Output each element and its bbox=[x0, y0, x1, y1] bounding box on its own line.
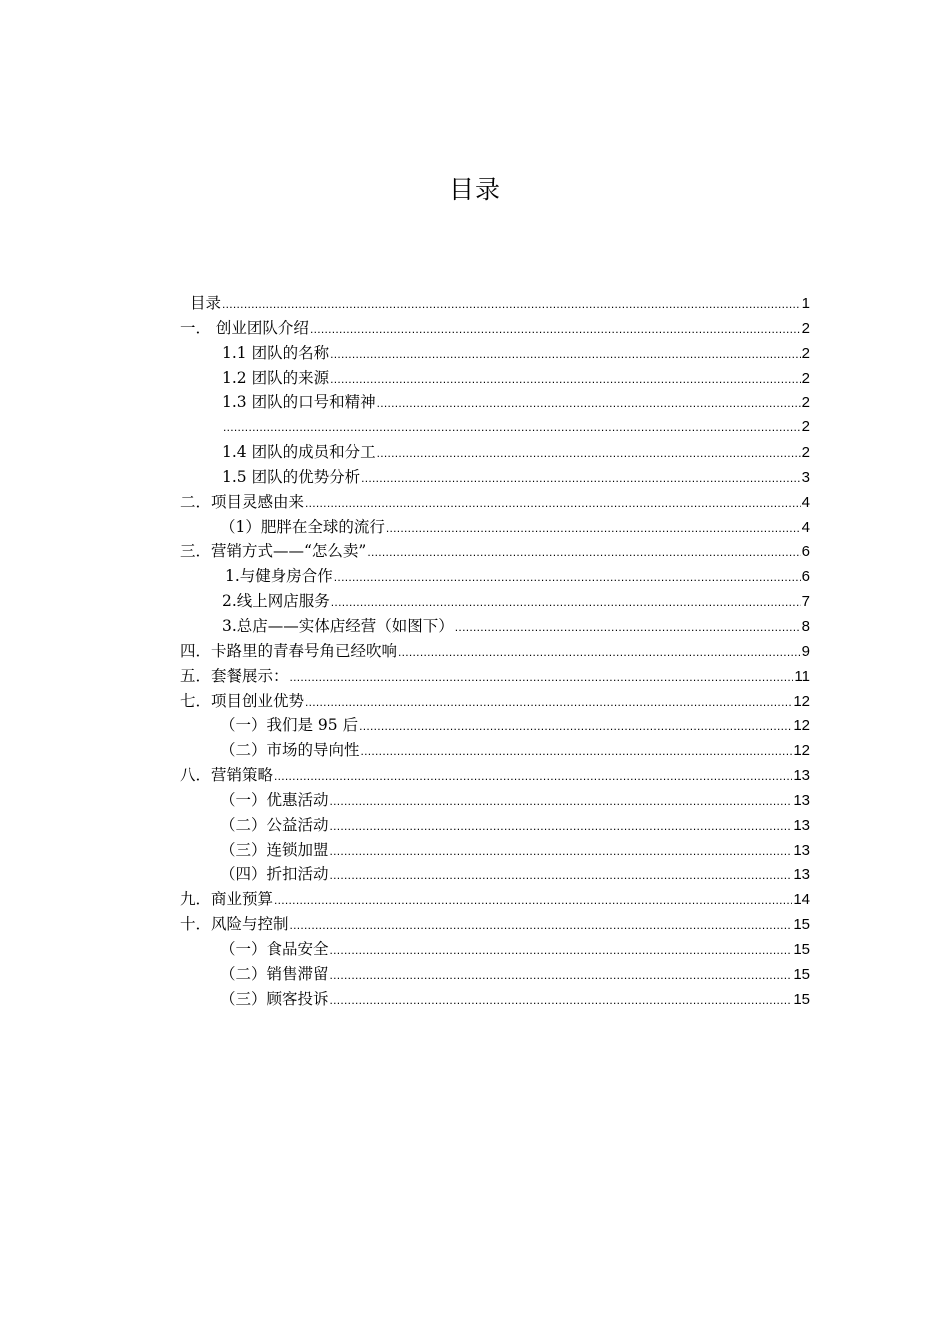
toc-entry[interactable] bbox=[180, 614, 810, 639]
toc-leader-dots bbox=[290, 913, 793, 938]
toc-page-number: 6 bbox=[801, 543, 810, 561]
toc-entry-label: 1.5 团队的优势分析 bbox=[222, 467, 361, 486]
toc-entry[interactable] bbox=[180, 937, 810, 962]
toc-page-number: 2 bbox=[801, 444, 810, 462]
toc-entry-label: 一． 创业团队介绍 bbox=[180, 318, 309, 337]
toc-entry-label: 1.4 团队的成员和分工 bbox=[222, 443, 376, 462]
toc-leader-dots bbox=[377, 391, 801, 416]
toc-page-number: 12 bbox=[793, 717, 810, 735]
toc-entry[interactable] bbox=[180, 689, 810, 714]
toc-page-number: 6 bbox=[801, 568, 810, 586]
toc-entry[interactable] bbox=[180, 962, 810, 987]
toc-entry[interactable] bbox=[180, 912, 810, 937]
toc-entry-label: （1）肥胖在全球的流行 bbox=[220, 517, 385, 536]
page-title: 目录 bbox=[448, 175, 501, 204]
toc-leader-dots bbox=[274, 888, 792, 913]
toc-entry-label: 目录 bbox=[190, 294, 222, 312]
toc-entry-label: 三．营销方式——“怎么卖” bbox=[180, 542, 367, 561]
toc-leader-dots bbox=[330, 367, 801, 392]
toc-entry-label: 八．营销策略 bbox=[180, 766, 274, 785]
toc-leader-dots bbox=[330, 814, 793, 839]
toc-page-number: 11 bbox=[794, 667, 810, 685]
toc-entry-label: （二）公益活动 bbox=[220, 815, 329, 834]
toc-entry-label: （二）销售滞留 bbox=[220, 964, 329, 983]
toc-entry[interactable] bbox=[180, 564, 810, 589]
table-of-contents bbox=[180, 291, 810, 1011]
toc-leader-dots bbox=[274, 764, 792, 789]
toc-entry-label: 二．项目灵感由来 bbox=[180, 492, 305, 511]
toc-entry-label: 1.与健身房合作 bbox=[225, 567, 333, 586]
toc-page-number: 2 bbox=[801, 394, 810, 412]
toc-leader-dots bbox=[377, 441, 801, 466]
toc-page-number: 13 bbox=[793, 816, 810, 834]
toc-page-number: 15 bbox=[793, 940, 810, 958]
toc-leader-dots bbox=[361, 466, 801, 491]
toc-leader-dots bbox=[331, 590, 801, 615]
toc-page-number: 4 bbox=[801, 493, 810, 511]
toc-page-number: 12 bbox=[793, 742, 810, 760]
toc-page-number: 3 bbox=[801, 468, 810, 486]
toc-leader-dots bbox=[330, 988, 793, 1013]
toc-entry[interactable] bbox=[180, 887, 810, 912]
toc-page-number: 15 bbox=[793, 916, 810, 934]
toc-leader-dots bbox=[330, 938, 793, 963]
toc-entry[interactable] bbox=[180, 390, 810, 415]
toc-entry[interactable] bbox=[180, 440, 810, 465]
toc-entry[interactable] bbox=[180, 763, 810, 788]
toc-page-number: 15 bbox=[793, 965, 810, 983]
toc-entry[interactable] bbox=[180, 838, 810, 863]
toc-page-number: 2 bbox=[801, 418, 810, 436]
toc-page-number: 2 bbox=[801, 319, 810, 337]
toc-page-number: 13 bbox=[793, 866, 810, 884]
toc-entry-label: 七．项目创业优势 bbox=[180, 691, 305, 710]
toc-entry[interactable] bbox=[180, 589, 810, 614]
toc-page-number: 4 bbox=[801, 518, 810, 536]
toc-entry[interactable] bbox=[180, 539, 810, 564]
toc-entry-label: 五．套餐展示： bbox=[180, 666, 289, 685]
toc-entry-label: 四．卡路里的青春号角已经吹响 bbox=[180, 641, 398, 660]
toc-page-number: 2 bbox=[801, 344, 810, 362]
toc-leader-dots bbox=[330, 963, 793, 988]
toc-leader-dots bbox=[398, 640, 801, 665]
toc-page-number: 14 bbox=[793, 891, 810, 909]
toc-leader-dots bbox=[359, 714, 792, 739]
toc-leader-dots bbox=[222, 292, 801, 317]
toc-entry[interactable] bbox=[180, 415, 810, 440]
toc-entry[interactable] bbox=[180, 490, 810, 515]
toc-entry[interactable] bbox=[180, 713, 810, 738]
toc-leader-dots bbox=[290, 665, 794, 690]
toc-page-number: 15 bbox=[793, 990, 810, 1008]
toc-leader-dots bbox=[455, 615, 801, 640]
toc-leader-dots bbox=[305, 690, 792, 715]
toc-page-number: 1 bbox=[801, 295, 810, 312]
toc-entry-label: （一）食品安全 bbox=[220, 939, 329, 958]
toc-entry-label: 十．风险与控制 bbox=[180, 915, 289, 934]
toc-page-number: 7 bbox=[801, 593, 810, 611]
toc-page-number: 9 bbox=[801, 642, 810, 660]
toc-page-number: 2 bbox=[801, 369, 810, 387]
toc-entry-label: （三）顾客投诉 bbox=[220, 989, 329, 1008]
toc-leader-dots bbox=[310, 317, 801, 342]
toc-entry[interactable] bbox=[180, 738, 810, 763]
toc-leader-dots bbox=[330, 863, 793, 888]
toc-page-number: 13 bbox=[793, 841, 810, 859]
toc-page-number: 13 bbox=[793, 767, 810, 785]
toc-entry[interactable] bbox=[180, 515, 810, 540]
toc-leader-dots bbox=[361, 739, 793, 764]
toc-entry[interactable] bbox=[180, 862, 810, 887]
toc-entry-label: 1.2 团队的来源 bbox=[222, 368, 330, 387]
toc-entry-label: 3.总店——实体店经营（如图下） bbox=[222, 616, 454, 635]
toc-entry-label: 1.3 团队的口号和精神 bbox=[222, 393, 376, 412]
toc-entry[interactable] bbox=[180, 366, 810, 391]
toc-entry-label: （一）我们是 95 后 bbox=[220, 716, 359, 735]
toc-leader-dots bbox=[223, 415, 801, 440]
toc-entry[interactable] bbox=[180, 639, 810, 664]
toc-entry[interactable] bbox=[180, 813, 810, 838]
toc-entry-label: 1.1 团队的名称 bbox=[222, 343, 330, 362]
toc-leader-dots bbox=[330, 839, 793, 864]
toc-entry-label: （三）连锁加盟 bbox=[220, 840, 329, 859]
toc-leader-dots bbox=[367, 540, 800, 565]
toc-page-number: 12 bbox=[793, 692, 810, 710]
toc-entry-label: （四）折扣活动 bbox=[220, 865, 329, 884]
toc-entry[interactable] bbox=[180, 987, 810, 1012]
toc-page-number: 8 bbox=[801, 617, 810, 635]
toc-entry-label: 九．商业预算 bbox=[180, 890, 274, 909]
toc-leader-dots bbox=[305, 491, 801, 516]
toc-entry-label: 2.线上网店服务 bbox=[222, 592, 330, 611]
toc-leader-dots bbox=[330, 789, 793, 814]
toc-leader-dots bbox=[334, 565, 801, 590]
toc-leader-dots bbox=[330, 342, 801, 367]
toc-entry[interactable] bbox=[180, 465, 810, 490]
toc-entry-label: （二）市场的导向性 bbox=[220, 741, 360, 760]
toc-entry[interactable] bbox=[180, 788, 810, 813]
toc-entry-label: （一）优惠活动 bbox=[220, 790, 329, 809]
toc-entry[interactable] bbox=[180, 341, 810, 366]
toc-entry[interactable] bbox=[180, 291, 810, 316]
toc-entry[interactable] bbox=[180, 316, 810, 341]
toc-page-number: 13 bbox=[793, 791, 810, 809]
toc-entry[interactable] bbox=[180, 664, 810, 689]
toc-leader-dots bbox=[386, 516, 801, 541]
